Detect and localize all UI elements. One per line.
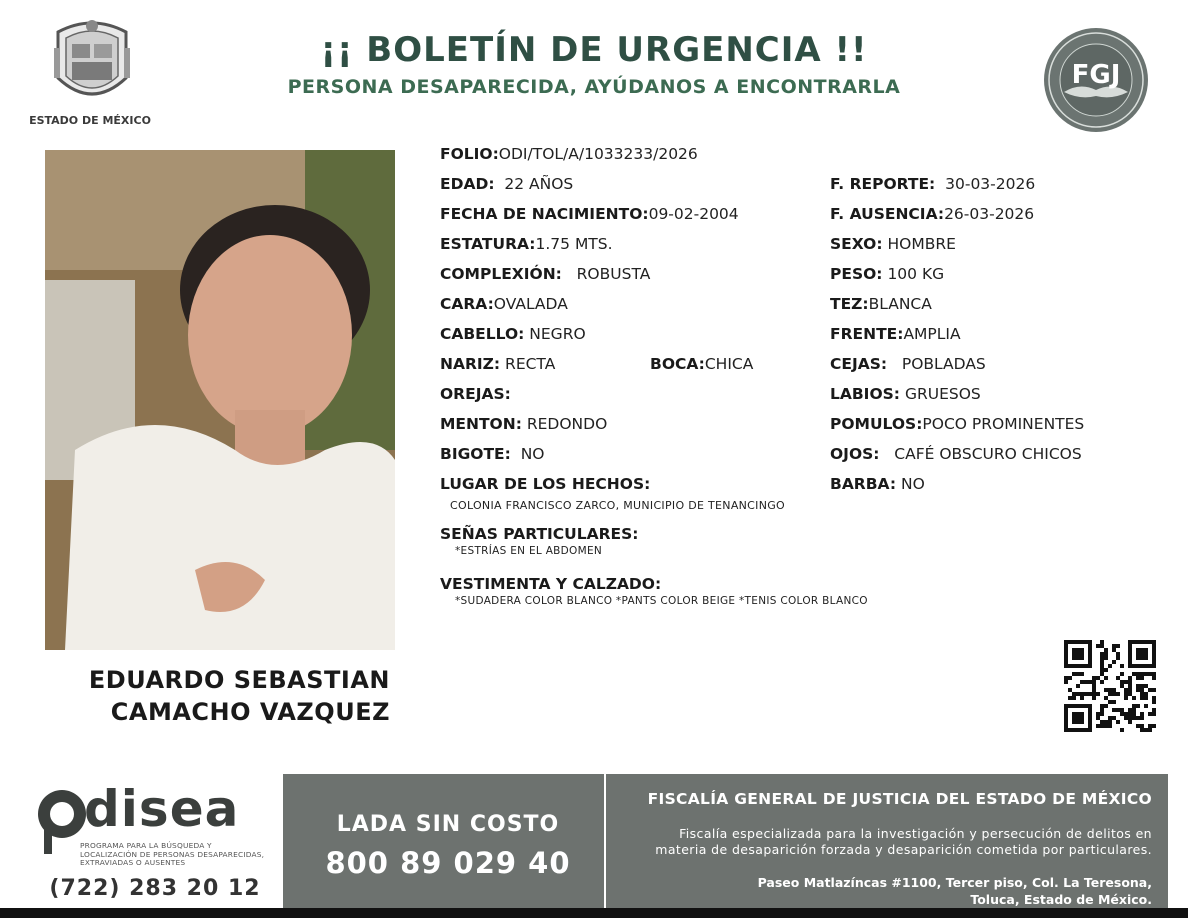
fgj-description bbox=[612, 826, 1152, 858]
complexion-label: COMPLEXIÓN: bbox=[440, 265, 562, 283]
fgj-address-line1: Paseo Matlazíncas #1100, Tercer piso, Col. La Teresona, bbox=[757, 875, 1152, 890]
vestimenta-label: VESTIMENTA Y CALZADO: bbox=[440, 575, 662, 593]
barba-value: NO bbox=[900, 475, 925, 493]
fgj-address-line2: Toluca, Estado de México. bbox=[970, 892, 1152, 907]
panel-divider bbox=[604, 774, 606, 908]
pomulos-label: POMULOS: bbox=[830, 415, 923, 433]
fgj-logo bbox=[1042, 26, 1150, 134]
field-barba bbox=[830, 475, 925, 493]
tez-label: TEZ: bbox=[830, 295, 869, 313]
field-labios bbox=[830, 385, 981, 403]
sexo-value: HOMBRE bbox=[887, 235, 956, 253]
field-fecha-reporte bbox=[830, 175, 1035, 193]
field-menton bbox=[440, 415, 607, 433]
field-frente bbox=[830, 325, 961, 343]
field-orejas bbox=[440, 385, 511, 403]
peso-value: 100 KG bbox=[887, 265, 945, 283]
field-cabello bbox=[440, 325, 586, 343]
barba-label: BARBA: bbox=[830, 475, 897, 493]
field-cejas bbox=[830, 355, 986, 373]
field-bigote bbox=[440, 445, 545, 463]
menton-value: REDONDO bbox=[526, 415, 608, 433]
field-ojos bbox=[830, 445, 1082, 463]
peso-label: PESO: bbox=[830, 265, 883, 283]
cabello-label: CABELLO: bbox=[440, 325, 525, 343]
fecha-ausencia-label: F. AUSENCIA: bbox=[830, 205, 945, 223]
field-estatura bbox=[440, 235, 613, 253]
tez-value: BLANCA bbox=[868, 295, 932, 313]
field-edad bbox=[440, 175, 573, 193]
bulletin-title: ¡¡ BOLETÍN DE URGENCIA !! bbox=[320, 30, 868, 70]
cabello-value: NEGRO bbox=[529, 325, 586, 343]
field-folio bbox=[440, 145, 698, 163]
labios-label: LABIOS: bbox=[830, 385, 900, 403]
person-name-line1: EDUARDO SEBASTIAN bbox=[88, 666, 390, 694]
odisea-program-text: PROGRAMA PARA LA BÚSQUEDA Y LOCALIZACIÓN DE PERSONAS DESAPARECIDAS, EXTRAVIADAS O AUSENTES bbox=[80, 841, 265, 867]
field-peso bbox=[830, 265, 944, 283]
fgj-address bbox=[612, 874, 1152, 908]
estatura-label: ESTATURA: bbox=[440, 235, 536, 253]
person-name-line2: CAMACHO VAZQUEZ bbox=[110, 698, 390, 726]
edad-value: 22 AÑOS bbox=[504, 175, 574, 193]
orejas-label: OREJAS: bbox=[440, 385, 511, 403]
folio-value: ODI/TOL/A/1033233/2026 bbox=[498, 145, 698, 163]
nariz-value: RECTA bbox=[505, 355, 556, 373]
fecha-reporte-value: 30-03-2026 bbox=[945, 175, 1036, 193]
pomulos-value: POCO PROMINENTES bbox=[922, 415, 1085, 433]
lugar-label: LUGAR DE LOS HECHOS: bbox=[440, 475, 651, 493]
estatura-value: 1.75 MTS. bbox=[535, 235, 613, 253]
fgj-description-line1: Fiscalía especializada para la investigación y persecución de delitos en bbox=[679, 826, 1152, 841]
field-sexo bbox=[830, 235, 956, 253]
person-name bbox=[45, 664, 390, 728]
footer-bottom-bar bbox=[0, 908, 1188, 918]
fecha-ausencia-value: 26-03-2026 bbox=[944, 205, 1035, 223]
field-lugar bbox=[440, 475, 650, 493]
field-pomulos bbox=[830, 415, 1084, 433]
field-complexion bbox=[440, 265, 650, 283]
cejas-value: POBLADAS bbox=[901, 355, 986, 373]
ojos-value: CAFÉ OBSCURO CHICOS bbox=[894, 445, 1082, 463]
cejas-label: CEJAS: bbox=[830, 355, 888, 373]
ojos-label: OJOS: bbox=[830, 445, 880, 463]
field-fecha-nacimiento bbox=[440, 205, 739, 223]
fgj-title: FISCALÍA GENERAL DE JUSTICIA DEL ESTADO DE MÉXICO bbox=[647, 790, 1152, 808]
lada-number[interactable]: 800 89 029 40 bbox=[325, 846, 571, 880]
frente-value: AMPLIA bbox=[903, 325, 961, 343]
fecha-reporte-label: F. REPORTE: bbox=[830, 175, 936, 193]
senas-label: SEÑAS PARTICULARES: bbox=[440, 525, 639, 543]
sexo-label: SEXO: bbox=[830, 235, 883, 253]
bulletin-subtitle: PERSONA DESAPARECIDA, AYÚDANOS A ENCONTRARLA bbox=[287, 76, 901, 98]
field-nariz bbox=[440, 355, 555, 373]
estado-de-mexico-label: ESTADO DE MÉXICO bbox=[29, 114, 151, 127]
boca-value: CHICA bbox=[704, 355, 754, 373]
fecha-nacimiento-value: 09-02-2004 bbox=[648, 205, 739, 223]
cara-label: CARA: bbox=[440, 295, 494, 313]
odisea-logo-text: disea bbox=[84, 780, 240, 838]
labios-value: GRUESOS bbox=[904, 385, 981, 403]
vestimenta-value: *SUDADERA COLOR BLANCO *PANTS COLOR BEIGE *TENIS COLOR BLANCO bbox=[455, 595, 868, 607]
qr-code[interactable] bbox=[1064, 640, 1156, 732]
field-cara bbox=[440, 295, 568, 313]
frente-label: FRENTE: bbox=[830, 325, 904, 343]
senas-value: *ESTRÍAS EN EL ABDOMEN bbox=[455, 545, 603, 557]
folio-label: FOLIO: bbox=[440, 145, 499, 163]
cara-value: OVALADA bbox=[493, 295, 568, 313]
fgj-description-line2: materia de desaparición forzada y desaparición cometida por particulares. bbox=[655, 842, 1152, 857]
bigote-value: NO bbox=[520, 445, 545, 463]
lada-label: LADA SIN COSTO bbox=[336, 812, 560, 837]
fgj-logo-text: FGJ bbox=[1071, 60, 1121, 90]
nariz-label: NARIZ: bbox=[440, 355, 501, 373]
boca-label: BOCA: bbox=[650, 355, 705, 373]
field-tez bbox=[830, 295, 932, 313]
edad-label: EDAD: bbox=[440, 175, 495, 193]
menton-label: MENTON: bbox=[440, 415, 522, 433]
missing-person-photo bbox=[45, 150, 395, 650]
bigote-label: BIGOTE: bbox=[440, 445, 511, 463]
odisea-phone[interactable]: (722) 283 20 12 bbox=[49, 876, 261, 901]
field-boca bbox=[650, 355, 753, 373]
field-fecha-ausencia bbox=[830, 205, 1034, 223]
lugar-value: COLONIA FRANCISCO ZARCO, MUNICIPIO DE TENANCINGO bbox=[450, 499, 786, 512]
complexion-value: ROBUSTA bbox=[576, 265, 651, 283]
fecha-nacimiento-label: FECHA DE NACIMIENTO: bbox=[440, 205, 649, 223]
